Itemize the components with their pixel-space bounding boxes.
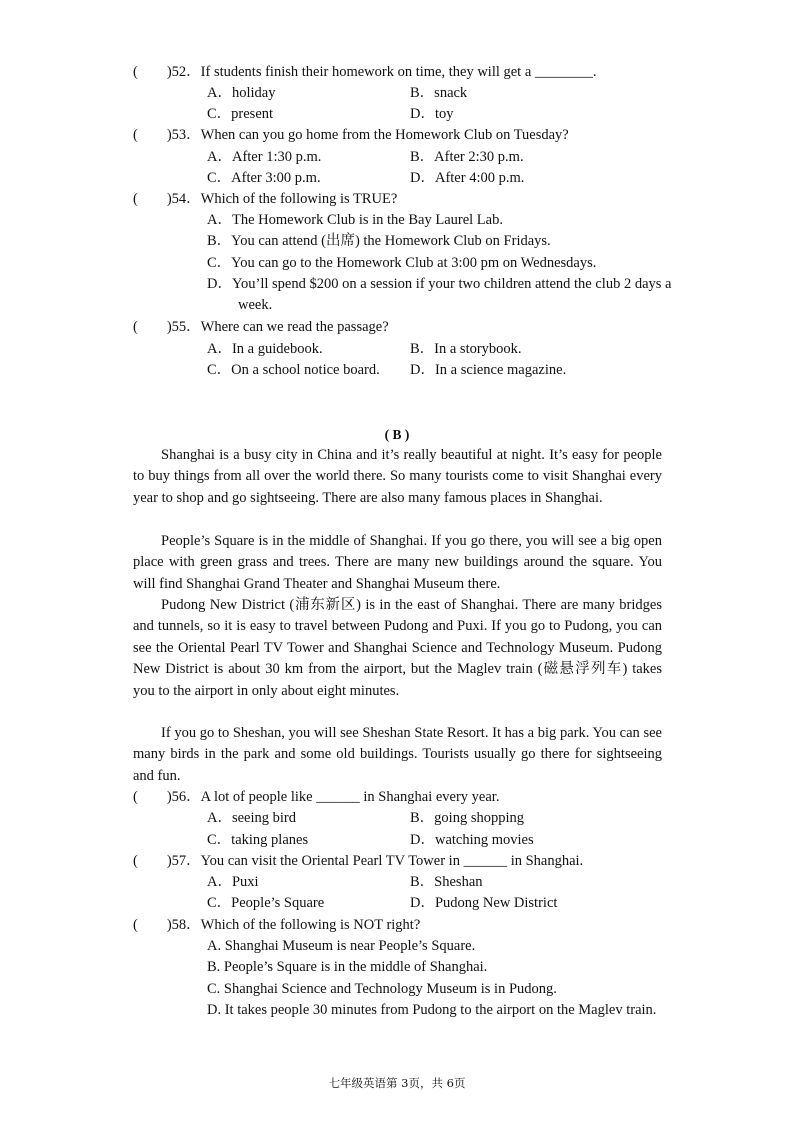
q54-option-d: D．You’ll spend $200 on a session if your two children attend the club 2 days a week. (207, 276, 672, 313)
q57-option-a: A．Puxi (207, 874, 259, 890)
question-56: ( )56．A lot of people like ______ in Shanghai every year. (133, 789, 500, 805)
q52-option-d: D．toy (410, 106, 454, 122)
q53-option-a: A．After 1:30 p.m. (207, 149, 322, 165)
q57-option-d: D．Pudong New District (410, 895, 558, 911)
passage-paragraph-2: People’s Square is in the middle of Shanghai. If you go there, you will see a big open place with green grass and trees. There are many new buildings around the square. You will find Shanghai Grand Theater and Shanghai Museum there. (133, 533, 662, 592)
question-58: ( )58．Which of the following is NOT right? (133, 917, 421, 933)
q58-option-b: B. People’s Square is in the middle of Shanghai. (207, 959, 488, 975)
passage-paragraph-1: Shanghai is a busy city in China and it’s really beautiful at night. It’s easy for people to buy things from all over the world there. So many tourists come to visit Shanghai every year to shop and go sightseeing. There are also many famous places in Shanghai. (133, 447, 662, 506)
q53-option-b: B．After 2:30 p.m. (410, 149, 524, 165)
question-57: ( )57．You can visit the Oriental Pearl TV Tower in ______ in Shanghai. (133, 853, 584, 869)
passage-paragraph-3: Pudong New District (浦东新区) is in the east of Shanghai. There are many bridges and tunnels, so it is easy to travel between Pudong and Puxi. If you go to Pudong, you can see the Oriental Pearl TV Tower and Shanghai Science and Technology Museum. Pudong New District is about 30 km from the airport, but the Maglev train (磁悬浮列车) takes you to the airport in only about eight minutes. (133, 597, 662, 699)
q55-option-c: C．On a school notice board. (207, 362, 380, 378)
passage-paragraph-4: If you go to Sheshan, you will see Sheshan State Resort. It has a big park. You can see many birds in the park and some old buildings. Tourists usually go there for sightseeing and fun. (133, 725, 662, 784)
question-53: ( )53．When can you go home from the Homework Club on Tuesday? (133, 127, 569, 143)
q56-option-a: A．seeing bird (207, 810, 296, 826)
question-55: ( )55．Where can we read the passage? (133, 319, 389, 335)
q58-option-c: C. Shanghai Science and Technology Museum is in Pudong. (207, 981, 557, 997)
q54-option-a: A．The Homework Club is in the Bay Laurel Lab. (207, 212, 503, 228)
q58-option-d: D. It takes people 30 minutes from Pudong to the airport on the Maglev train. (207, 1002, 657, 1018)
q54-option-c: C．You can go to the Homework Club at 3:00 pm on Wednesdays. (207, 255, 597, 271)
q55-option-d: D．In a science magazine. (410, 362, 567, 378)
page-footer: 七年级英语第 3页，共 6页 (328, 1076, 466, 1090)
q55-option-b: B．In a storybook. (410, 341, 522, 357)
question-54: ( )54．Which of the following is TRUE? (133, 191, 398, 207)
q56-option-c: C．taking planes (207, 832, 309, 848)
q52-option-a: A．holiday (207, 85, 276, 101)
q56-option-b: B．going shopping (410, 810, 524, 826)
section-b-heading: ( B ) (384, 427, 410, 442)
q55-option-a: A．In a guidebook. (207, 341, 323, 357)
q57-option-b: B．Sheshan (410, 874, 483, 890)
q56-option-d: D．watching movies (410, 832, 534, 848)
q57-option-c: C．People’s Square (207, 895, 325, 911)
q53-option-d: D．After 4:00 p.m. (410, 170, 525, 186)
q52-option-c: C．present (207, 106, 274, 122)
q53-option-c: C．After 3:00 p.m. (207, 170, 321, 186)
q58-option-a: A. Shanghai Museum is near People’s Square. (207, 938, 476, 954)
q52-option-b: B．snack (410, 85, 468, 101)
question-52: ( )52．If students finish their homework on time, they will get a ________. (133, 64, 597, 80)
q54-option-b: B．You can attend (出席) the Homework Club on Fridays. (207, 233, 551, 249)
